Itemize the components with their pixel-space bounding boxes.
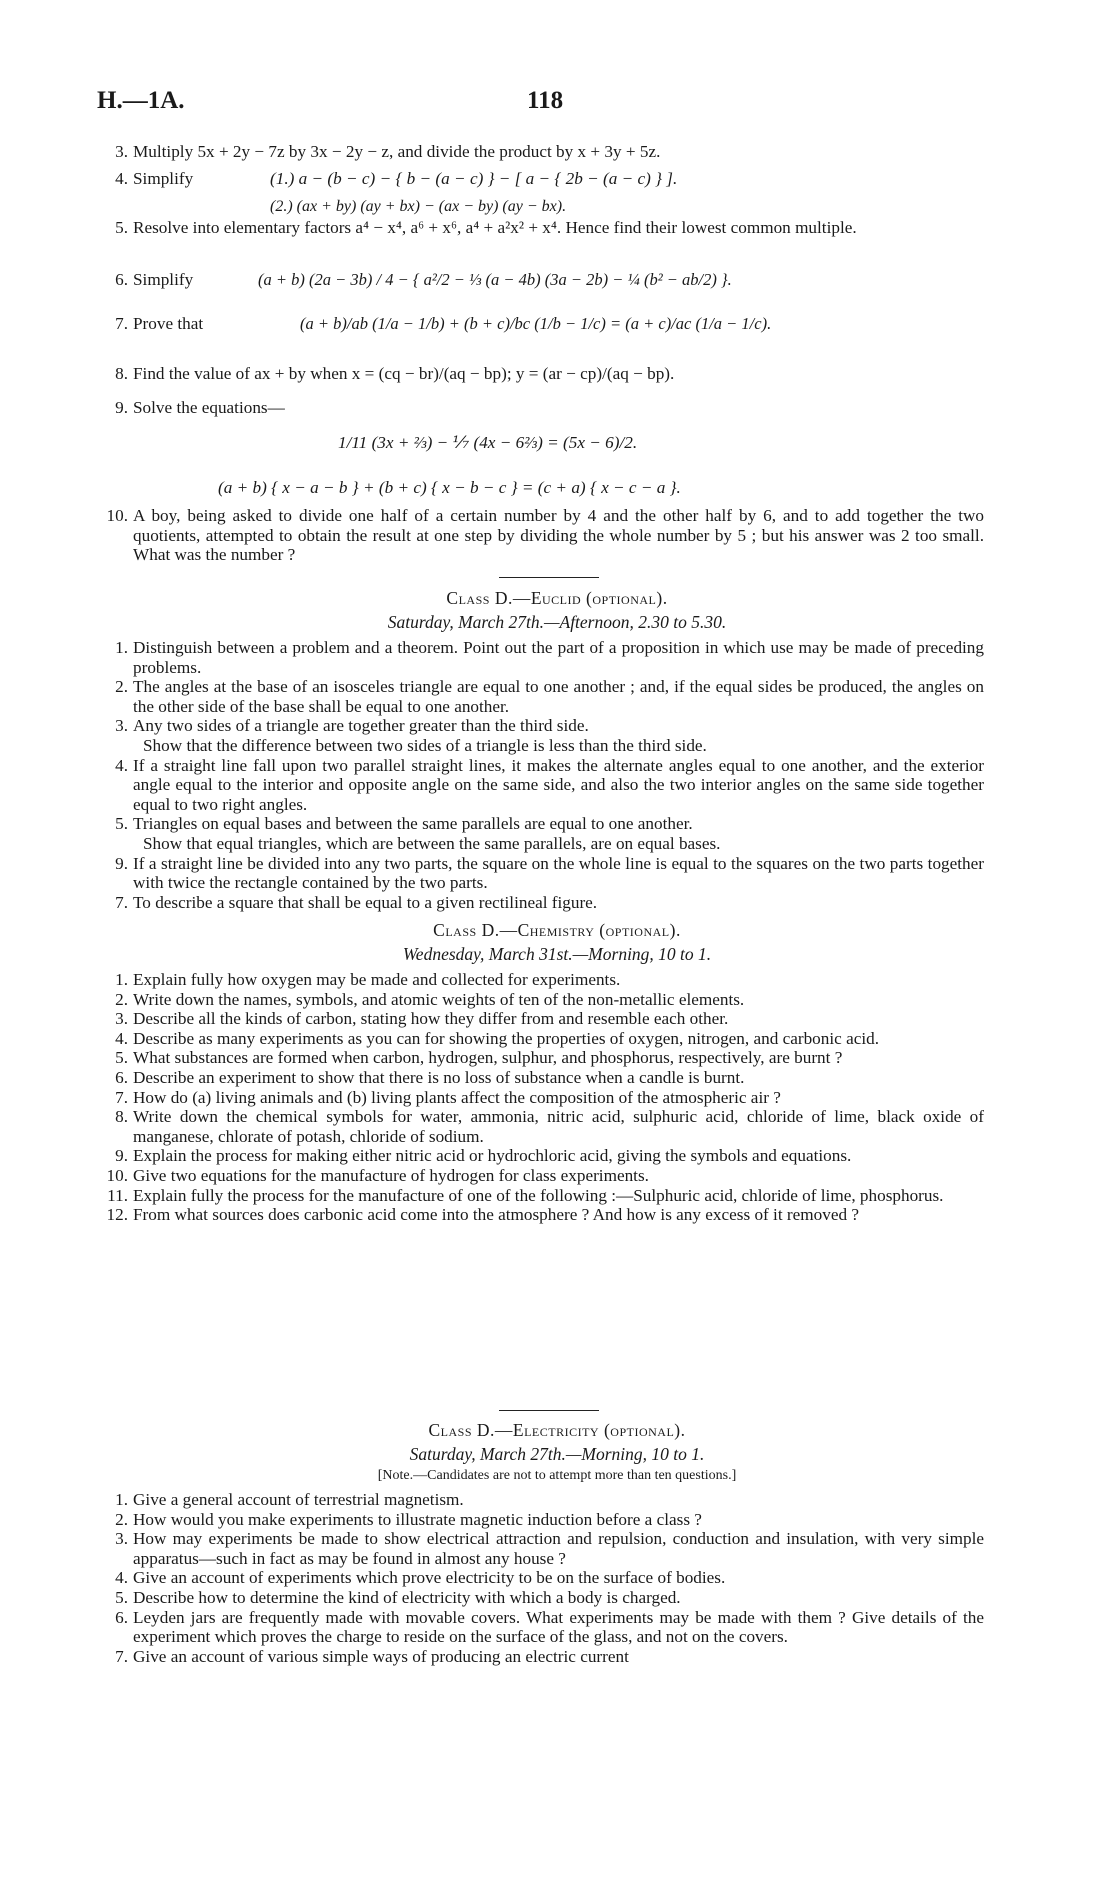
question-text: To describe a square that shall be equal to a given rectilineal figure. — [133, 892, 598, 912]
question-text: What substances are formed when carbon, hydrogen, sulphur, and phosphorus, respectively, are burnt ? — [133, 1048, 843, 1068]
question-text: Describe an experiment to show that there is no loss of substance when a candle is burnt. — [133, 1067, 745, 1087]
page-number: 118 — [527, 87, 564, 114]
section-date: Wednesday, March 31st.—Morning, 10 to 1. — [402, 944, 712, 964]
question-number: 2. — [115, 1509, 128, 1529]
question-label: Simplify — [133, 169, 194, 188]
question-number: 5. — [115, 814, 128, 834]
question-number: 8. — [115, 364, 128, 383]
section-date: Saturday, March 27th.—Afternoon, 2.30 to 5.30. — [387, 612, 727, 632]
question-label: Prove that — [133, 314, 204, 333]
electricity-section — [0, 1418, 1114, 1666]
question-number: 6. — [115, 1067, 128, 1087]
question-number: 4. — [115, 1028, 128, 1048]
question-number: 2. — [115, 677, 128, 697]
algebra-q6-expression: (a + b) (2a − 3b) / 4 − { a²/2 − ⅓ (a − 4b) (3a − 2b) − ¼ (b² − ab/2) }. — [258, 270, 732, 289]
question-text: If a straight line fall upon two parallel straight lines, it makes the alternate angles equal to one another, and the exterior angle equal to the interior and opposite angle on the same side, and also the two interior angles on the same side together equal to two right angles. — [133, 755, 984, 814]
question-text: Find the value of ax + by when x = (cq − br)/(aq − bp); y = (ar − cp)/(aq − bp). — [133, 364, 675, 383]
section-divider — [499, 577, 599, 578]
question-text: Describe how to determine the kind of electricity with which a body is charged. — [133, 1587, 681, 1607]
question-text: Leyden jars are frequently made with movable covers. What experiments may be made with them ? Give details of the experiment which proves the charge to reside on the surface of the glass, and not on the covers. — [133, 1607, 984, 1647]
question-text: How would you make experiments to illustrate magnetic induction before a class ? — [133, 1509, 702, 1529]
question-text: Explain fully how oxygen may be made and collected for experiments. — [133, 970, 621, 989]
algebra-q9-equation-2: (a + b) { x − a − b } + (b + c) { x − b − c } = (c + a) { x − c − a }. — [218, 478, 681, 497]
question-subtext: Show that the difference between two sides of a triangle is less than the third side. — [143, 735, 707, 755]
question-number: 3. — [115, 1009, 128, 1029]
algebra-q9-equation-1: 1/11 (3x + ⅔) − ⅐ (4x − 6⅔) = (5x − 6)/2. — [338, 433, 638, 452]
question-text: Explain the process for making either nitric acid or hydrochloric acid, giving the symbols and equations. — [133, 1146, 852, 1166]
algebra-q3 — [0, 142, 1114, 162]
question-number: 7. — [115, 1087, 128, 1107]
question-text: Give an account of various simple ways of producing an electric current — [133, 1646, 629, 1666]
question-subtext: Show that equal triangles, which are between the same parallels, are on equal bases. — [143, 833, 721, 853]
question-number: 9. — [115, 398, 128, 417]
euclid-section — [0, 586, 1114, 912]
question-text: Write down the chemical symbols for water, ammonia, nitric acid, sulphuric acid, chloride of lime, black oxide of manganese, chlorate of potash, chloride of sodium. — [133, 1107, 984, 1146]
question-number: 9. — [115, 1146, 128, 1166]
algebra-q10 — [0, 506, 1114, 565]
question-number: 12. — [106, 1205, 128, 1225]
question-number: 10. — [106, 1165, 128, 1185]
question-label: Simplify — [133, 270, 194, 289]
question-text: From what sources does carbonic acid come into the atmosphere ? And how is any excess of it removed ? — [133, 1205, 859, 1225]
algebra-q4-expression-1: (1.) a − (b − c) − { b − (a − c) } − [ a − { 2b − (a − c) } ]. — [270, 169, 678, 188]
question-text: Distinguish between a problem and a theorem. Point out the part of a proposition in which use may be made of preceding problems. — [133, 638, 984, 677]
question-number: 7. — [115, 314, 128, 333]
question-number: 1. — [115, 970, 128, 989]
question-text: The angles at the base of an isosceles triangle are equal to one another ; and, if the equal sides be produced, the angles on the other side of the base shall be equal to one another. — [133, 677, 984, 716]
question-number: 7. — [115, 892, 128, 912]
question-number: 5. — [115, 218, 128, 237]
section-divider — [499, 1410, 599, 1411]
euclid-question-list — [0, 638, 1114, 912]
question-text: Give two equations for the manufacture of hydrogen for class experiments. — [133, 1165, 649, 1185]
question-text: If a straight line be divided into any two parts, the square on the whole line is equal to the squares on the two parts together with twice the rectangle contained by the two parts. — [133, 853, 984, 893]
section-title: Class D.—Electricity (optional). — [428, 1420, 686, 1440]
question-number: 1. — [115, 638, 128, 657]
question-text: How may experiments be made to show electrical attraction and repulsion, conduction and insulation, with very simple apparatus—such in fact as may be found in almost any house ? — [133, 1529, 984, 1568]
question-text: Triangles on equal bases and between the same parallels are equal to one another. — [133, 814, 693, 834]
question-text: Any two sides of a triangle are together greater than the third side. — [133, 716, 589, 736]
question-number: 4. — [115, 1568, 128, 1588]
question-text: Give a general account of terrestrial magnetism. — [133, 1490, 464, 1509]
question-number: 6. — [115, 1607, 128, 1627]
question-number: 3. — [115, 716, 128, 736]
chemistry-question-list — [0, 970, 1114, 1225]
question-number: 5. — [115, 1048, 128, 1068]
question-number: 6. — [115, 270, 128, 289]
question-text: Solve the equations— — [133, 398, 285, 417]
section-note: [Note.—Candidates are not to attempt more than ten questions.] — [377, 1468, 737, 1483]
question-number: 2. — [115, 989, 128, 1009]
algebra-q4-expression-2: (2.) (ax + by) (ay + bx) − (ax − by) (ay − bx). — [270, 198, 567, 215]
electricity-question-list — [0, 1490, 1114, 1666]
question-number: 5. — [115, 1587, 128, 1607]
question-text: Multiply 5x + 2y − 7z by 3x − 2y − z, and divide the product by x + 3y + 5z. — [133, 142, 661, 161]
question-text: Describe all the kinds of carbon, stating how they differ from and resemble each other. — [133, 1009, 729, 1029]
section-title: Class D.—Euclid (optional). — [446, 588, 668, 608]
question-number: 3. — [115, 1529, 128, 1549]
question-number: 8. — [115, 1107, 128, 1127]
question-text: Give an account of experiments which prove electricity to be on the surface of bodies. — [133, 1568, 726, 1588]
question-text: How do (a) living animals and (b) living plants affect the composition of the atmospheric air ? — [133, 1087, 781, 1107]
algebra-q8 — [0, 364, 1114, 384]
algebra-q9 — [0, 398, 1114, 418]
question-number: 4. — [115, 169, 128, 188]
question-number: 4. — [115, 755, 128, 775]
question-number: 1. — [115, 1490, 128, 1509]
question-text: Resolve into elementary factors a⁴ − x⁴, a⁶ + x⁶, a⁴ + a²x² + x⁴. Hence find their lowest common multiple. — [133, 218, 857, 237]
question-number: 9. — [115, 853, 128, 873]
question-number: 7. — [115, 1646, 128, 1666]
question-text: Describe as many experiments as you can for showing the properties of oxygen, nitrogen, and carbonic acid. — [133, 1028, 879, 1048]
chemistry-section — [0, 918, 1114, 1225]
section-title: Class D.—Chemistry (optional). — [433, 920, 681, 940]
section-date: Saturday, March 27th.—Morning, 10 to 1. — [409, 1444, 705, 1464]
question-text: A boy, being asked to divide one half of a certain number by 4 and the other half by 6, and to add together the two quotients, attempted to obtain the result at one step by dividing the whole number by 5 ; but his answer was 2 too small. What was the number ? — [133, 506, 984, 565]
document-reference: H.—1A. — [97, 87, 185, 114]
algebra-q5 — [0, 218, 1114, 238]
algebra-q7-expression: (a + b)/ab (1/a − 1/b) + (b + c)/bc (1/b − 1/c) = (a + c)/ac (1/a − 1/c). — [300, 314, 772, 333]
question-text: Explain fully the process for the manufacture of one of the following :—Sulphuric acid, chloride of lime, phosphorus. — [133, 1185, 944, 1205]
question-text: Write down the names, symbols, and atomic weights of ten of the non-metallic elements. — [133, 989, 745, 1009]
question-number: 11. — [107, 1185, 128, 1205]
question-number: 3. — [115, 142, 128, 161]
question-number: 10. — [106, 506, 128, 525]
